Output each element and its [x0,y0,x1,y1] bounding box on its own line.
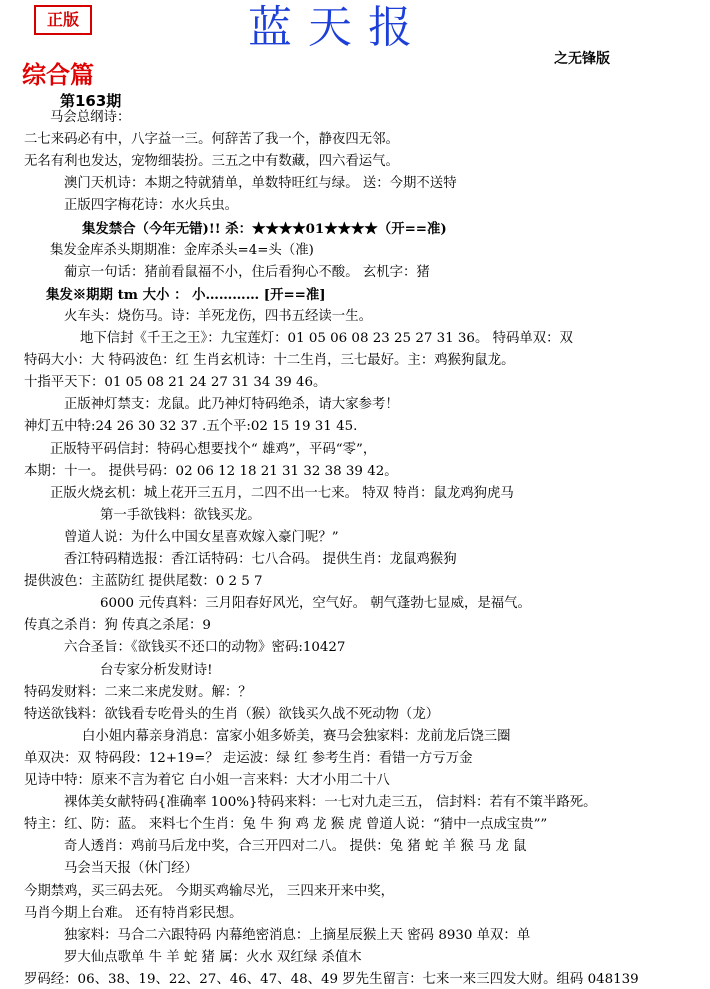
text-line: 白小姐内幕亲身消息：富家小姐多娇美，赛马会独家料：龙前龙后饶三圈 [82,728,511,744]
text-line: 马肖今期上台难。 还有特肖彩民想。 [24,905,243,921]
edition-label: 之无锋版 [554,51,610,67]
text-line: 马会当天报（休门经） [64,861,198,877]
text-line: 今期禁鸡，买三码去死。 今期买鸡输尽光， 三四来开来中奖， [24,883,395,899]
text-line: 神灯五中特:24 26 30 32 37 .五个平:02 15 19 31 45. [24,419,358,435]
text-line: 单双决：双 特码段：12+19=？ 走运波：绿 红 参考生肖：看错一方亏万金 [24,750,473,766]
text-line: 香江特码精选报：香江话特码：七八合码。 提供生肖：龙鼠鸡猴狗 [64,552,457,568]
text-line: 罗大仙点歌单 牛 羊 蛇 猪 属：火水 双红绿 杀值木 [64,949,362,965]
text-line: 独家料：马合二六跟特码 内幕绝密消息：上摘星辰猴上天 密码 8930 单双：单 [64,927,531,943]
text-line: 罗码经：06、38、19、22、27、46、47、48、49 罗先生留言：七来一来三四发大财。组码 048139 [24,972,639,987]
edition-badge: 正版 [34,5,92,35]
text-line: 澳门天机诗：本期之特就猜单，单数特旺红与绿。 送：今期不送特 [64,176,457,192]
text-line: 无名有利也发达，宠物细装扮。三五之中有数藏，四六看运气。 [24,154,399,170]
text-line: 提供波色：主蓝防红 提供尾数：0 2 5 7 [24,574,263,590]
text-line: 集发※期期 tm 大小 ： 小………… [开==准] [46,286,326,303]
text-line: 台专家分析发财诗! [100,662,213,678]
issue-number: 第163期 [60,92,122,110]
text-line: 马会总纲诗： [50,110,131,125]
text-line: 特送欲钱料：欲钱看专吃骨头的生肖（猴）欲钱买久战不死动物（龙） [24,706,440,722]
text-line: 地下信封《千王之王》：九宝莲灯：01 05 06 08 23 25 27 31 36。 特码单双：双 [80,331,573,347]
text-line: 特码发财料：二来二来虎发财。解：？ [24,684,252,700]
text-line: 十指平天下：01 05 08 21 24 27 31 34 39 46。 [24,375,327,391]
text-line: 曾道人说：为什么中国女星喜欢嫁入豪门呢？” [64,529,339,545]
text-line: 裸体美女献特码{准确率 100%}特码来料：一七对九走三五， 信封料：若有不策半路死。 [64,795,597,811]
text-line: 特码大小：大 特码波色：红 生肖玄机诗：十二生肖，三七最好。主：鸡猴狗鼠龙。 [24,353,515,369]
text-line: 集发金库杀头期期准：金库杀头=4=头（准) [50,242,314,258]
section-heading: 综合篇 [22,60,94,89]
text-line: 葡京一句话：猪前看鼠福不小，住后看狗心不酸。 玄机字：猪 [64,264,430,280]
text-line: 传真之杀肖：狗 传真之杀尾：9 [24,618,211,634]
text-line: 二七来码必有中，八字益一三。何辞苦了我一个，静夜四无邻。 [24,132,399,148]
text-line: 见诗中特：原来不言为着它 白小姐一言来料：大才小用二十八 [24,773,390,789]
newspaper-title: 蓝天报 [248,2,428,53]
text-line: 6000 元传真料：三月阳春好风光，空气好。 朝气蓬勃七显威，是福气。 [100,596,531,612]
text-line: 特主：红、防：蓝。 来料七个生肖：兔 牛 狗 鸡 龙 猴 虎 曾道人说：“猜中一点成宝贵”” [24,817,548,833]
text-line: 火车头：烧伤马。诗：羊死龙伤，四书五经读一生。 [64,308,372,324]
text-line: 第一手欲钱料：欲钱买龙。 [100,507,261,523]
text-line: 集发禁合（今年无错)!! 杀：★★★★01★★★★（开==准) [82,220,447,237]
text-line: 六合圣旨：《欲钱买不还口的动物》密码:10427 [64,640,346,656]
text-line: 正版特平码信封：特码心想要找个“ 雄鸡”，平码“零”， [50,441,377,457]
text-line: 奇人透肖：鸡前马后龙中奖，合三开四对二八。 提供：兔 猪 蛇 羊 猴 马 龙 鼠 [64,839,527,855]
text-line: 正版神灯禁支：龙鼠。此乃神灯特码绝杀，请大家参考！ [64,397,399,413]
text-line: 正版四字梅花诗：水火兵虫。 [64,198,239,214]
text-line: 正版火烧玄机：城上花开三五月，二四不出一七来。 特双 特肖：鼠龙鸡狗虎马 [50,485,514,501]
text-line: 本期：十一。 提供号码：02 06 12 18 21 31 32 38 39 42。 [24,463,398,479]
